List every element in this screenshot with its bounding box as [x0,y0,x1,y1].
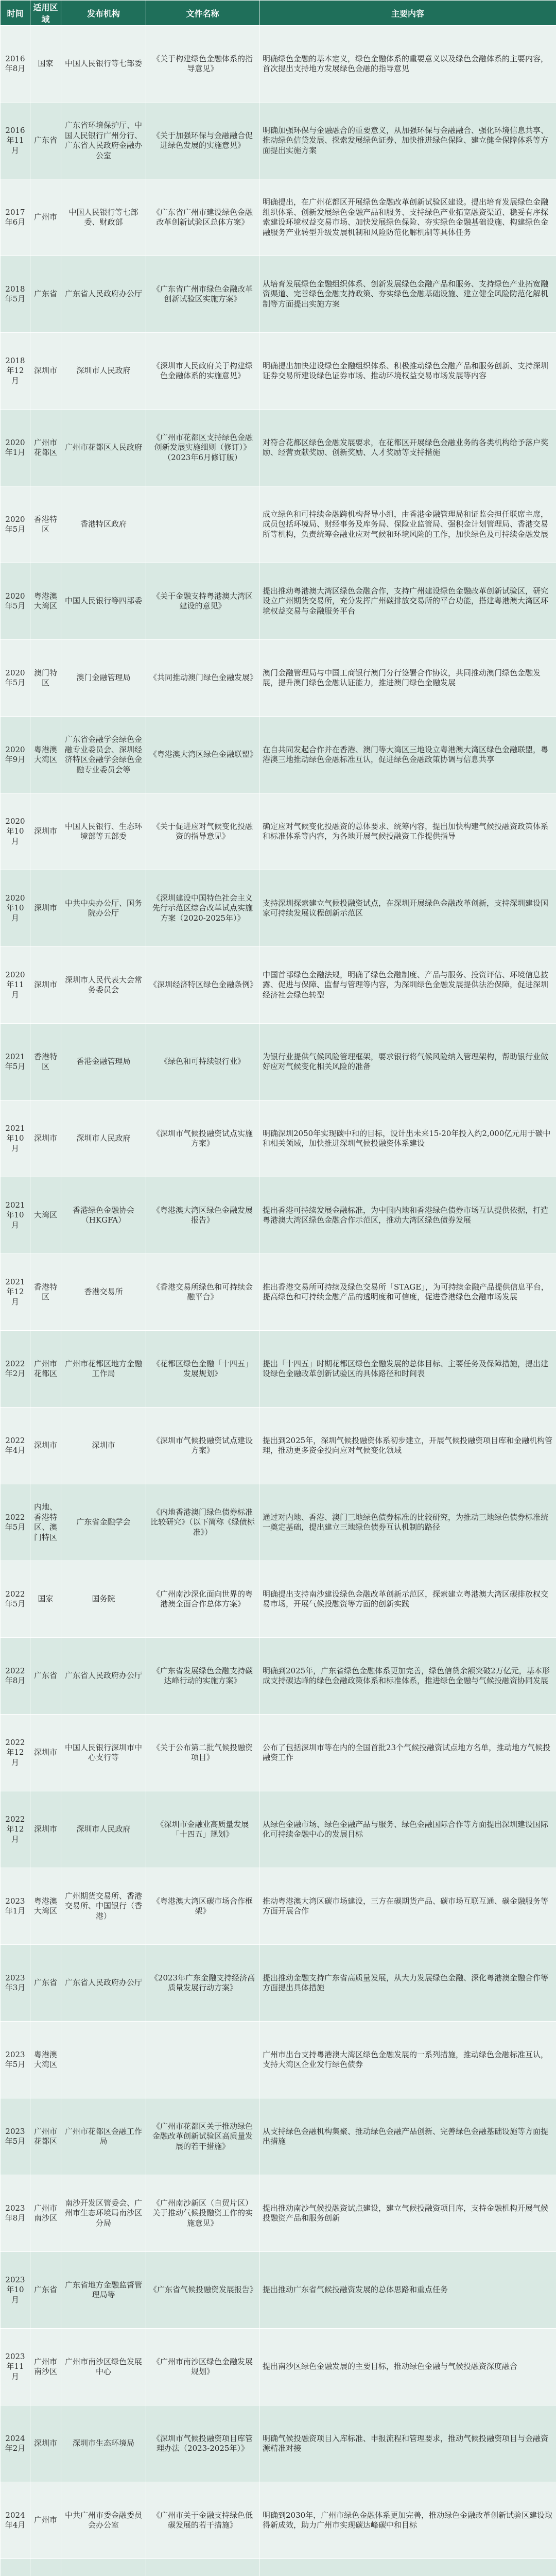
cell-document: 《深圳市人民政府关于构建绿色金融体系的实施意见》 [146,333,259,410]
cell-document: 《广东省广州市建设绿色金融改革创新试验区总体方案》 [146,179,259,256]
table-row [1,103,556,179]
cell-region: 深圳市 [30,793,61,870]
cell-region: 广州市花都区 [30,410,61,486]
cell-region: 广州市南沙区 [30,2175,61,2252]
table-row [1,1715,556,1791]
table-row [1,1100,556,1177]
cell-issuer: 广东省地方金融监督管理局等 [61,2252,146,2329]
table-row [1,2482,556,2559]
table-row [1,256,556,333]
cell-content: 成立绿色和可持续金融跨机构督导小组，由香港金融管理局和证监会担任联席主席，成员包括环境局、财经事务及库务局、保险业监管局、强积金计划管理局、香港交易所等机构，负责统筹金融业应对气候和环境风险的工作，加快绿色及可持续金融发展 [259,486,556,563]
table-header-row [1,1,556,26]
cell-region: 广州市花都区 [30,1331,61,1408]
cell-document: 《广州南沙新区（自贸片区）关于推动气候投融资工作的实施意见》 [146,2175,259,2252]
table-row [1,717,556,793]
cell-time: 2021年10月 [1,1100,30,1177]
cell-region: 粤港澳大湾区 [30,717,61,793]
table-row [1,2559,556,2576]
cell-region [30,2559,61,2576]
cell-content: 明确提出支持南沙建设绿色金融改革创新示范区，探索建立粤港澳大湾区碳排放权交易市场，开展气候投融资等方面的创新实践 [259,1561,556,1638]
cell-issuer: 中共广州市委金融委员会办公室 [61,2482,146,2559]
cell-region: 大湾区 [30,1177,61,1254]
cell-time: 2022年4月 [1,1408,30,1484]
cell-content: 推出香港交易所可持续及绿色交易所「STAGE」，为可持续金融产品提供信息平台，提高绿色和可持续金融产品的透明度和可信度，促进香港绿色金融市场发展 [259,1254,556,1331]
cell-region: 深圳市 [30,2405,61,2482]
cell-region: 香港特区 [30,1024,61,1100]
cell-time: 2021年5月 [1,1024,30,1100]
cell-time: 2020年5月 [1,563,30,640]
cell-issuer: 深圳市人民政府 [61,1791,146,1868]
table-row [1,1408,556,1484]
cell-content: 从培育发展绿色金融组织体系、创新发展绿色金融产品和服务、支持绿色产业拓宽融资渠道、完善绿色金融支持政策、夯实绿色金融基础设施、建立健全风险防范化解机制等方面提出实施方案 [259,256,556,333]
cell-document: 《关于促进应对气候变化投融资的指导意见》 [146,793,259,870]
cell-region: 深圳市 [30,333,61,410]
cell-time: 2022年2月 [1,1331,30,1408]
cell-content: 提出推动广东省气候投融资发展的总体思路和重点任务 [259,2252,556,2329]
table-row [1,1638,556,1715]
cell-document: 《广州南沙深化面向世界的粤港澳全面合作总体方案》 [146,1561,259,1638]
cell-time: 2021年10月 [1,1177,30,1254]
table-row [1,1484,556,1561]
cell-region: 粤港澳大湾区 [30,1868,61,1945]
cell-content: 明确深圳2050年实现碳中和的目标，设计出未来15-20年投入约2,000亿元用于碳中和相关领域，加快推进深圳气候投融资体系建设 [259,1100,556,1177]
cell-region: 深圳市 [30,1100,61,1177]
cell-issuer: 中国人民银行等七部委 [61,26,146,103]
cell-content: 确定应对气候变化投融资的总体要求、统筹内容，提出加快构建气候投融资政策体系和标准体系等内容，为各地开展气候投融资工作提供指导 [259,793,556,870]
cell-document: 《粤港澳大湾区碳市场合作框架》 [146,1868,259,1945]
cell-time: 2023年3月 [1,1945,30,2022]
cell-document: 《深圳市气候投融资试点建设方案》 [146,1408,259,1484]
cell-issuer: 中共中央办公厅、国务院办公厅 [61,870,146,947]
cell-document: 《绿色和可持续银行业》 [146,1024,259,1100]
cell-document: 《广东省气候投融资发展报告》 [146,2252,259,2329]
cell-time: 2024年2月 [1,2405,30,2482]
header-document: 文件名称 [146,1,259,26]
cell-document: 《深圳市金融业高质量发展「十四五」规划》 [146,1791,259,1868]
cell-content: 从绿色金融市场、绿色金融产品与服务、绿色金融国际合作等方面提出深圳建设国际化可持续金融中心的发展目标 [259,1791,556,1868]
cell-content: 提出「十四五」时期花都区绿色金融发展的总体目标、主要任务及保障措施，提出建设绿色金融改革创新试验区的具体路径和时间表 [259,1331,556,1408]
cell-time: 2020年5月 [1,486,30,563]
cell-region: 深圳市 [30,947,61,1024]
table-row [1,2175,556,2252]
cell-document: 《广州市花都区支持绿色金融创新发展实施细则（修订）》（2023年6月修订版） [146,410,259,486]
cell-issuer: 广州市花都区人民政府 [61,410,146,486]
cell-document: 《关于金融支持粤港澳大湾区建设的意见》 [146,563,259,640]
cell-document [146,2559,259,2576]
table-row [1,2098,556,2175]
cell-time: 2017年6月 [1,179,30,256]
cell-issuer: 广东省金融学会 [61,1484,146,1561]
cell-issuer: 广州市花都区金融工作局 [61,2098,146,2175]
table-row [1,410,556,486]
cell-region: 内地、香港特区、澳门特区 [30,1484,61,1561]
cell-issuer: 中国人民银行等四部委 [61,563,146,640]
cell-content: 从支持绿色金融机构集聚、推动绿色金融产品创新、完善绿色金融基础设施等方面提出措施 [259,2098,556,2175]
cell-document: 《关于加强环保与金融融合促进绿色发展的实施意见》 [146,103,259,179]
cell-document: 《广州市花都区关于推动绿色金融改革创新试验区高质量发展的若干措施》 [146,2098,259,2175]
header-time: 时间 [1,1,30,26]
cell-time: 2020年9月 [1,717,30,793]
cell-time: 2023年11月 [1,2329,30,2405]
cell-document: 《广州市南沙区绿色金融发展规划》 [146,2329,259,2405]
cell-region: 深圳市 [30,1715,61,1791]
cell-region: 深圳市 [30,1791,61,1868]
cell-content: 提出推动金融支持广东省高质量发展，从大力发展绿色金融、深化粤港澳金融合作等方面提出具体措施 [259,1945,556,2022]
cell-issuer: 香港金融管理局 [61,1024,146,1100]
table-body [1,26,556,2576]
cell-issuer: 广州市花都区地方金融工作局 [61,1331,146,1408]
cell-document: 《粤港澳大湾区绿色金融联盟》 [146,717,259,793]
cell-document: 《关于构建绿色金融体系的指导意见》 [146,26,259,103]
cell-issuer: 深圳市人民代表大会常务委员会 [61,947,146,1024]
cell-issuer: 深圳市 [61,1408,146,1484]
cell-time: 2022年8月 [1,1638,30,1715]
cell-time [1,2559,30,2576]
cell-content: 中国首部绿色金融法规，明确了绿色金融制度、产品与服务、投资评估、环境信息披露、促进与保障、监督与管理等内容，为深圳绿色金融发展提供法治保障，促进深圳经济社会绿色转型 [259,947,556,1024]
cell-issuer: 中国人民银行等七部委、财政部 [61,179,146,256]
cell-issuer: 澳门金融管理局 [61,640,146,717]
cell-issuer: 深圳市人民政府 [61,1100,146,1177]
cell-document: 《深圳市气候投融资项目库管理办法（2023-2025年）》 [146,2405,259,2482]
cell-content: 支持深圳探索建立气候投融资试点，在深圳开展绿色金融改革创新，支持深圳建设国家可持续发展议程创新示范区 [259,870,556,947]
table-row [1,640,556,717]
table-row [1,26,556,103]
table-row [1,1177,556,1254]
cell-issuer: 广州市南沙区绿色发展中心 [61,2329,146,2405]
cell-content: 通过对内地、香港、澳门三地绿色债券标准的比较研究，为推动三地绿色债券标准统一奠定基础，提出建立三地绿色债券互认机制的路径 [259,1484,556,1561]
cell-time: 2020年5月 [1,640,30,717]
cell-document: 《广东省发展绿色金融支持碳达峰行动的实施方案》 [146,1638,259,1715]
table-row [1,793,556,870]
cell-issuer: 广东省人民政府办公厅 [61,256,146,333]
table-row [1,333,556,410]
table-row [1,563,556,640]
cell-region: 粤港澳大湾区 [30,563,61,640]
cell-content: 推动粤港澳大湾区碳市场建设，三方在碳期货产品、碳市场互联互通、碳金融服务等方面开展合作 [259,1868,556,1945]
cell-time: 2022年12月 [1,1791,30,1868]
cell-time: 2022年5月 [1,1561,30,1638]
cell-issuer: 广东省人民政府办公厅 [61,1638,146,1715]
cell-document: 《2023年广东金融支持经济高质量发展行动方案》 [146,1945,259,2022]
cell-content: 提出香港可持续发展金融标准，为中国内地和香港绿色债券市场互认提供依据，打造粤港澳大湾区绿色金融合作示范区，推动大湾区绿色债券发展 [259,1177,556,1254]
cell-content: 对符合花都区绿色金融发展要求，在花都区开展绿色金融业务的各类机构给予落户奖励、经营贡献奖励、创新奖励、人才奖励等支持措施 [259,410,556,486]
cell-time: 2023年1月 [1,1868,30,1945]
cell-document: 《关于公布第二批气候投融资项目》 [146,1715,259,1791]
table-row [1,486,556,563]
cell-region: 广东省 [30,2252,61,2329]
cell-issuer: 南沙开发区管委会、广州市生态环境局南沙区分局 [61,2175,146,2252]
cell-issuer: 广东省环境保护厅、中国人民银行广州分行、广东省人民政府金融办公室 [61,103,146,179]
cell-region: 香港特区 [30,1254,61,1331]
cell-issuer: 深圳市生态环境局 [61,2405,146,2482]
cell-time: 2016年11月 [1,103,30,179]
cell-content: 明确提出，在广州花都区开展绿色金融改革创新试验区建设。提出培育发展绿色金融组织体系、创新发展绿色金融产品和服务、支持绿色产业拓宽融资渠道、稳妥有序探索建设环境权益交易市场、加快发展绿色保险、夯实绿色金融基础设施、构建绿色金融服务产业转型升级发展机制和风险防范化解机制等具体任务 [259,179,556,256]
cell-document [146,2022,259,2098]
cell-document: 《花都区绿色金融「十四五」发展规划》 [146,1331,259,1408]
table-row [1,1791,556,1868]
table-row [1,1024,556,1100]
table-row [1,179,556,256]
cell-content: 公布了包括深圳市等在内的全国首批23个气候投融资试点地方名单，推动地方气候投融资工作 [259,1715,556,1791]
cell-content: 在自共同发起合作并在香港、澳门等大湾区三地设立粤港澳大湾区绿色金融联盟，粤港澳三地推动绿色金融标准互认，促进绿色金融政策协调与信息共享 [259,717,556,793]
table-row [1,1254,556,1331]
cell-region: 国家 [30,26,61,103]
cell-region: 广东省 [30,256,61,333]
cell-time: 2018年12月 [1,333,30,410]
cell-region: 广东省 [30,1945,61,2022]
cell-region: 粤港澳大湾区 [30,2022,61,2098]
table-row [1,1331,556,1408]
cell-issuer: 香港交易所 [61,1254,146,1331]
cell-time: 2016年8月 [1,26,30,103]
cell-document [146,486,259,563]
cell-content: 明确加强环保与金融融合的重要意义，从加强环保与金融融合、强化环境信息共享、推动绿色信贷发展、探索发展绿色证券、加快推进绿色保险、建立健全保障体系等方面提出实施方案 [259,103,556,179]
table-row [1,1561,556,1638]
table-row [1,870,556,947]
cell-document: 《深圳市气候投融资试点实施方案》 [146,1100,259,1177]
table-row [1,947,556,1024]
cell-time: 2021年12月 [1,1254,30,1331]
cell-issuer [61,2022,146,2098]
cell-issuer: 广东省人民政府办公厅 [61,1945,146,2022]
cell-issuer: 国务院 [61,1561,146,1638]
cell-issuer: 香港特区政府 [61,486,146,563]
cell-content: 明确气候投融资项目入库标准、申报流程和管理要求，推动气候投融资项目与金融资源精准对接 [259,2405,556,2482]
cell-issuer: 广州期货交易所、香港交易所、中国银行（香港） [61,1868,146,1945]
cell-time: 2023年5月 [1,2098,30,2175]
cell-region: 广州市南沙区 [30,2329,61,2405]
cell-content: 为银行业提供气候风险管理框架，要求银行将气候风险纳入管理架构，帮助银行业做好应对气候变化相关风险的准备 [259,1024,556,1100]
cell-time: 2018年5月 [1,256,30,333]
cell-document: 《广东省广州市绿色金融改革创新试验区实施方案》 [146,256,259,333]
header-issuer: 发布机构 [61,1,146,26]
cell-issuer: 广东省金融学会绿色金融专业委员会、深圳经济特区金融学会绿色金融专业委员会等 [61,717,146,793]
cell-time: 2020年10月 [1,870,30,947]
cell-time: 2023年10月 [1,2252,30,2329]
cell-content: 明确提出加快建设绿色金融组织体系、积极推动绿色金融产品和服务创新、支持深圳证券交易所建设绿色证券市场、推动环境权益交易市场发展等内容 [259,333,556,410]
cell-content: 明确到2025年，广东省绿色金融体系更加完善，绿色信贷余额突破2万亿元，基本形成支持碳达峰的绿色金融政策体系和标准体系，推进绿色金融与气候投融资协同发展 [259,1638,556,1715]
cell-content: 明确绿色金融的基本定义，绿色金融体系的重要意义以及绿色金融体系的主要内容，首次提出支持地方发展绿色金融的指导意见 [259,26,556,103]
table-row [1,2022,556,2098]
table-row [1,1945,556,2022]
table-row [1,2252,556,2329]
cell-region: 深圳市 [30,870,61,947]
cell-document: 《深圳经济特区绿色金融条例》 [146,947,259,1024]
cell-issuer: 中国人民银行、生态环境部等五部委 [61,793,146,870]
cell-content: 明确到2030年，广州市绿色金融体系更加完善，推动绿色金融改革创新试验区建设取得新成效，助力广州市实现碳达峰碳中和目标 [259,2482,556,2559]
header-region: 适用区域 [30,1,61,26]
cell-content: 澳门金融管理局与中国工商银行澳门分行签署合作协议，共同推动澳门绿色金融发展，提升澳门绿色金融认证能力，推进澳门绿色金融发展 [259,640,556,717]
table-row [1,2405,556,2482]
header-content: 主要内容 [259,1,556,26]
cell-document: 《广州市关于金融支持绿色低碳发展的若干措施》 [146,2482,259,2559]
cell-content: 广州市出台支持粤港澳大湾区绿色金融发展的一系列措施，推动绿色金融标准互认，支持大湾区企业发行绿色债券 [259,2022,556,2098]
cell-region: 广东省 [30,103,61,179]
cell-issuer [61,2559,146,2576]
cell-time: 2023年5月 [1,2022,30,2098]
cell-time: 2024年4月 [1,2482,30,2559]
cell-issuer: 中国人民银行深圳市中心支行等 [61,1715,146,1791]
cell-content: 提出推动南沙气候投融资试点建设，建立气候投融资项目库，支持金融机构开展气候投融资产品和服务创新 [259,2175,556,2252]
table-row [1,1868,556,1945]
cell-time: 2022年12月 [1,1715,30,1791]
cell-content: 提出南沙区绿色金融发展的主要目标，推动绿色金融与气候投融资深度融合 [259,2329,556,2405]
cell-region: 广州市 [30,179,61,256]
cell-document: 《内地香港澳门绿色债券标准比较研究》（以下简称《绿债标准》） [146,1484,259,1561]
cell-content: 提出推动粤港澳大湾区绿色金融合作，支持广州建设绿色金融改革创新试验区，研究设立广州期货交易所，充分发挥广州碳排放交易所的平台功能，搭建粤港澳大湾区环境权益交易与金融服务平台 [259,563,556,640]
cell-time: 2020年10月 [1,793,30,870]
cell-region: 广州市花都区 [30,2098,61,2175]
cell-document: 《深圳建设中国特色社会主义先行示范区综合改革试点实施方案（2020-2025年）》 [146,870,259,947]
cell-region: 广州市 [30,2482,61,2559]
cell-region: 广东省 [30,1638,61,1715]
cell-region: 深圳市 [30,1408,61,1484]
cell-time: 2022年5月 [1,1484,30,1561]
cell-region: 国家 [30,1561,61,1638]
cell-issuer: 香港绿色金融协会（HKGFA） [61,1177,146,1254]
cell-content [259,2559,556,2576]
cell-document: 《香港交易所绿色和可持续金融平台》 [146,1254,259,1331]
cell-document: 《共同推动澳门绿色金融发展》 [146,640,259,717]
cell-region: 香港特区 [30,486,61,563]
cell-region: 澳门特区 [30,640,61,717]
cell-document: 《粤港澳大湾区绿色金融发展报告》 [146,1177,259,1254]
cell-time: 2023年8月 [1,2175,30,2252]
cell-content: 提出到2025年，深圳气候投融资体系初步建立，开展气候投融资项目库和金融机构管理，推动更多资金投向应对气候变化领域 [259,1408,556,1484]
cell-time: 2020年11月 [1,947,30,1024]
cell-time: 2020年1月 [1,410,30,486]
table-row [1,2329,556,2405]
cell-issuer: 深圳市人民政府 [61,333,146,410]
